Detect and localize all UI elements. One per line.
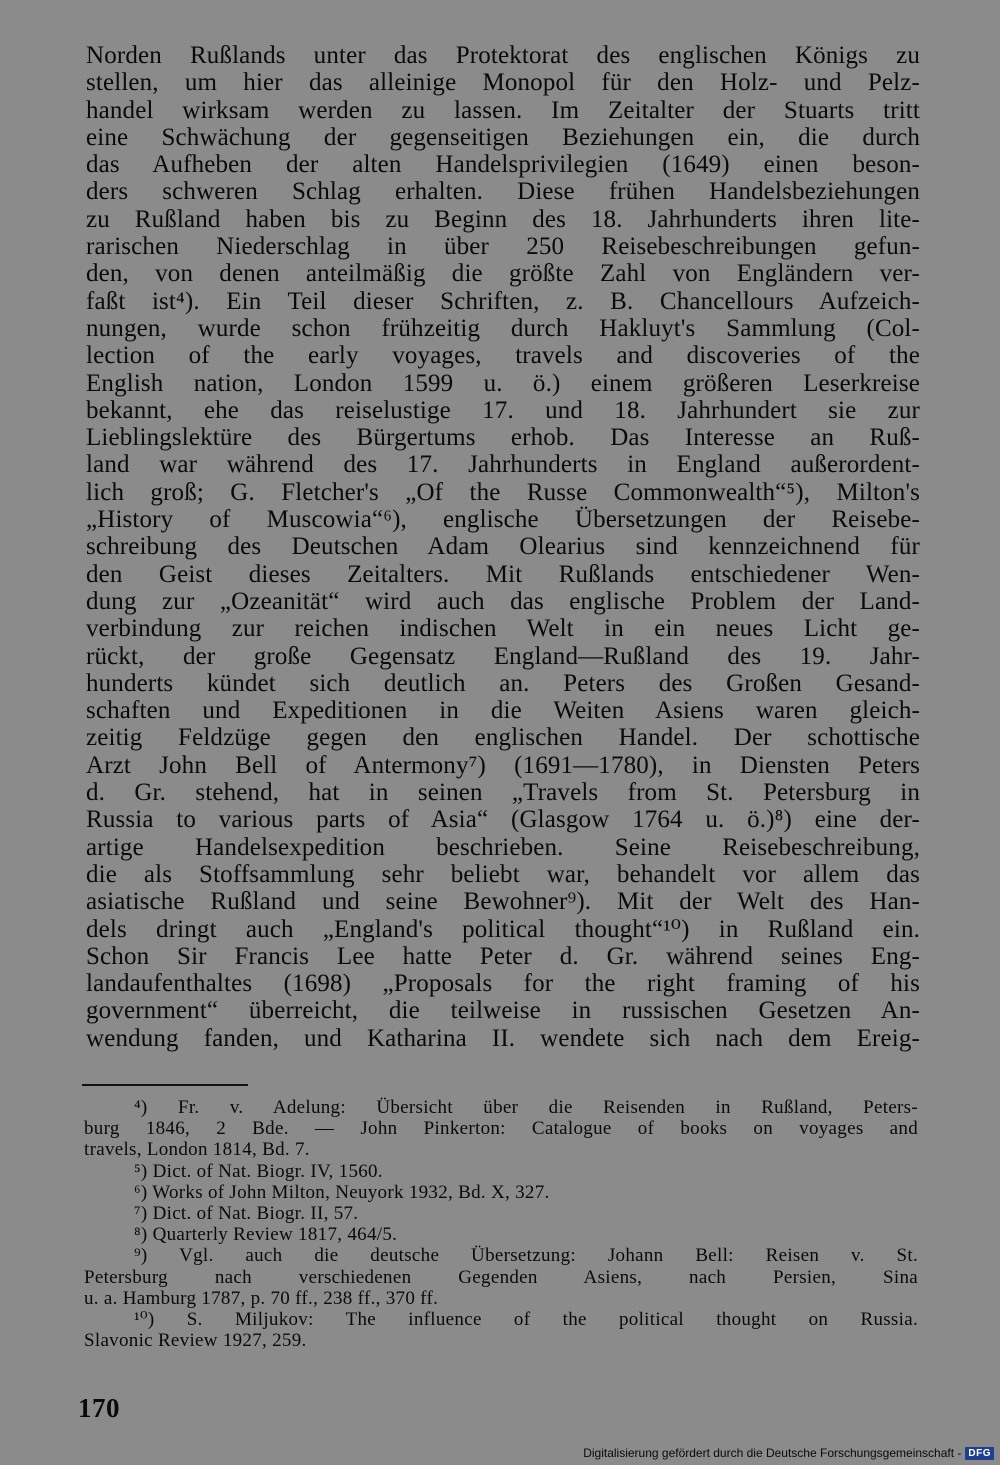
- footnote-line: burg 1846, 2 Bde. — John Pinkerton: Catalogue of books on voyages and: [84, 1118, 918, 1140]
- body-line: ders schweren Schlag erhalten. Diese frühen Handelsbeziehungen: [86, 178, 920, 206]
- body-line: rückt, der große Gegensatz England—Rußland des 19. Jahr-: [86, 642, 920, 670]
- footnote-line: travels, London 1814, Bd. 7.: [84, 1139, 310, 1161]
- footnote-line: u. a. Hamburg 1787, p. 70 ff., 238 ff., 370 ff.: [84, 1287, 439, 1309]
- body-line: Schon Sir Francis Lee hatte Peter d. Gr. während seines Eng-: [86, 942, 920, 970]
- body-line: eine Schwächung der gegenseitigen Beziehungen ein, die durch: [86, 123, 920, 151]
- body-line: Norden Rußlands unter das Protektorat des englischen Königs zu: [86, 42, 920, 69]
- body-line: handel wirksam werden zu lassen. Im Zeitalter der Stuarts tritt: [86, 96, 920, 124]
- body-line: landaufenthaltes (1698) „Proposals for the right framing of his: [86, 970, 920, 998]
- body-line: „History of Muscowia“⁶), englische Übersetzungen der Reisebe-: [86, 506, 920, 534]
- body-line: dels dringt auch „England's political thought“¹⁰) in Rußland ein.: [86, 915, 920, 943]
- body-line: nungen, wurde schon frühzeitig durch Hakluyt's Sammlung (Col-: [86, 314, 920, 342]
- body-line: schaften und Expeditionen in die Weiten Asiens waren gleich-: [86, 697, 920, 725]
- body-line: schreibung des Deutschen Adam Olearius sind kennzeichnend für: [86, 533, 920, 561]
- body-line: hunderts kündet sich deutlich an. Peters des Großen Gesand-: [86, 669, 920, 697]
- digitization-credit: [583, 1446, 994, 1460]
- footnote-line: ⁵) Dict. of Nat. Biogr. IV, 1560.: [134, 1160, 383, 1182]
- body-line: lection of the early voyages, travels and discoveries of the: [86, 342, 920, 370]
- footnote-line: ⁹) Vgl. auch die deutsche Übersetzung: Johann Bell: Reisen v. St.: [134, 1245, 918, 1267]
- body-line: den, von denen anteilmäßig die größte Zahl von Engländern ver-: [86, 260, 920, 288]
- footnote-line: ⁷) Dict. of Nat. Biogr. II, 57.: [134, 1202, 359, 1224]
- body-line: wendung fanden, und Katharina II. wendete sich nach dem Ereig-: [86, 1024, 920, 1052]
- body-line: dung zur „Ozeanität“ wird auch das englische Problem der Land-: [86, 587, 920, 615]
- body-line: Arzt John Bell of Antermony⁷) (1691—1780), in Diensten Peters: [86, 751, 920, 779]
- body-line: artige Handelsexpedition beschrieben. Seine Reisebeschreibung,: [86, 833, 920, 861]
- footnote-line: Slavonic Review 1927, 259.: [84, 1330, 307, 1352]
- body-line: asiatische Rußland und seine Bewohner⁹). Mit der Welt des Han-: [86, 888, 920, 916]
- footnote-line: Petersburg nach verschiedenen Gegenden Asiens, nach Persien, Sina: [84, 1266, 918, 1288]
- body-line: verbindung zur reichen indischen Welt in ein neues Licht ge-: [86, 615, 920, 643]
- body-line: stellen, um hier das alleinige Monopol für den Holz- und Pelz-: [86, 69, 920, 97]
- footnotes: [84, 1097, 918, 1351]
- body-line: den Geist dieses Zeitalters. Mit Rußlands entschiedener Wen-: [86, 560, 920, 588]
- footnote-line: ⁴) Fr. v. Adelung: Übersicht über die Reisenden in Rußland, Peters-: [134, 1097, 918, 1118]
- body-line: lich groß; G. Fletcher's „Of the Russe Commonwealth“⁵), Milton's: [86, 478, 920, 506]
- body-line: das Aufheben der alten Handelsprivilegien (1649) einen beson-: [86, 151, 920, 179]
- body-line: die als Stoffsammlung sehr beliebt war, behandelt vor allem das: [86, 860, 920, 888]
- body-line: Lieblingslektüre des Bürgertums erhob. Das Interesse an Ruß-: [86, 424, 920, 452]
- body-line: zeitig Feldzüge gegen den englischen Handel. Der schottische: [86, 724, 920, 752]
- credit-text: Digitalisierung gefördert durch die Deutsche Forschungsgemeinschaft -: [583, 1446, 962, 1460]
- footnote-line: ⁶) Works of John Milton, Neuyork 1932, Bd. X, 327.: [134, 1181, 550, 1203]
- body-line: land war während des 17. Jahrhunderts in England außerordent-: [86, 451, 920, 479]
- body-line: faßt ist⁴). Ein Teil dieser Schriften, z. B. Chancellours Aufzeich-: [86, 287, 920, 315]
- footnote-line: ¹⁰) S. Miljukov: The influence of the political thought on Russia.: [134, 1308, 918, 1330]
- body-text: [86, 42, 920, 1052]
- body-line: rarischen Niederschlag in über 250 Reisebeschreibungen gefun-: [86, 233, 920, 261]
- body-line: zu Rußland haben bis zu Beginn des 18. Jahrhunderts ihren lite-: [86, 205, 920, 233]
- body-line: English nation, London 1599 u. ö.) einem größeren Leserkreise: [86, 369, 920, 397]
- body-line: Russia to various parts of Asia“ (Glasgow 1764 u. ö.)⁸) eine der-: [86, 806, 920, 834]
- footnote-line: ⁸) Quarterly Review 1817, 464/5.: [134, 1224, 398, 1246]
- body-line: d. Gr. stehend, hat in seinen „Travels from St. Petersburg in: [86, 779, 920, 807]
- dfg-logo-icon: DFG: [965, 1447, 994, 1460]
- body-line: government“ überreicht, die teilweise in russischen Gesetzen An-: [86, 997, 920, 1025]
- body-line: bekannt, ehe das reiselustige 17. und 18. Jahrhundert sie zur: [86, 396, 920, 424]
- footnote-separator: [82, 1084, 248, 1086]
- page-number: 170: [78, 1393, 120, 1423]
